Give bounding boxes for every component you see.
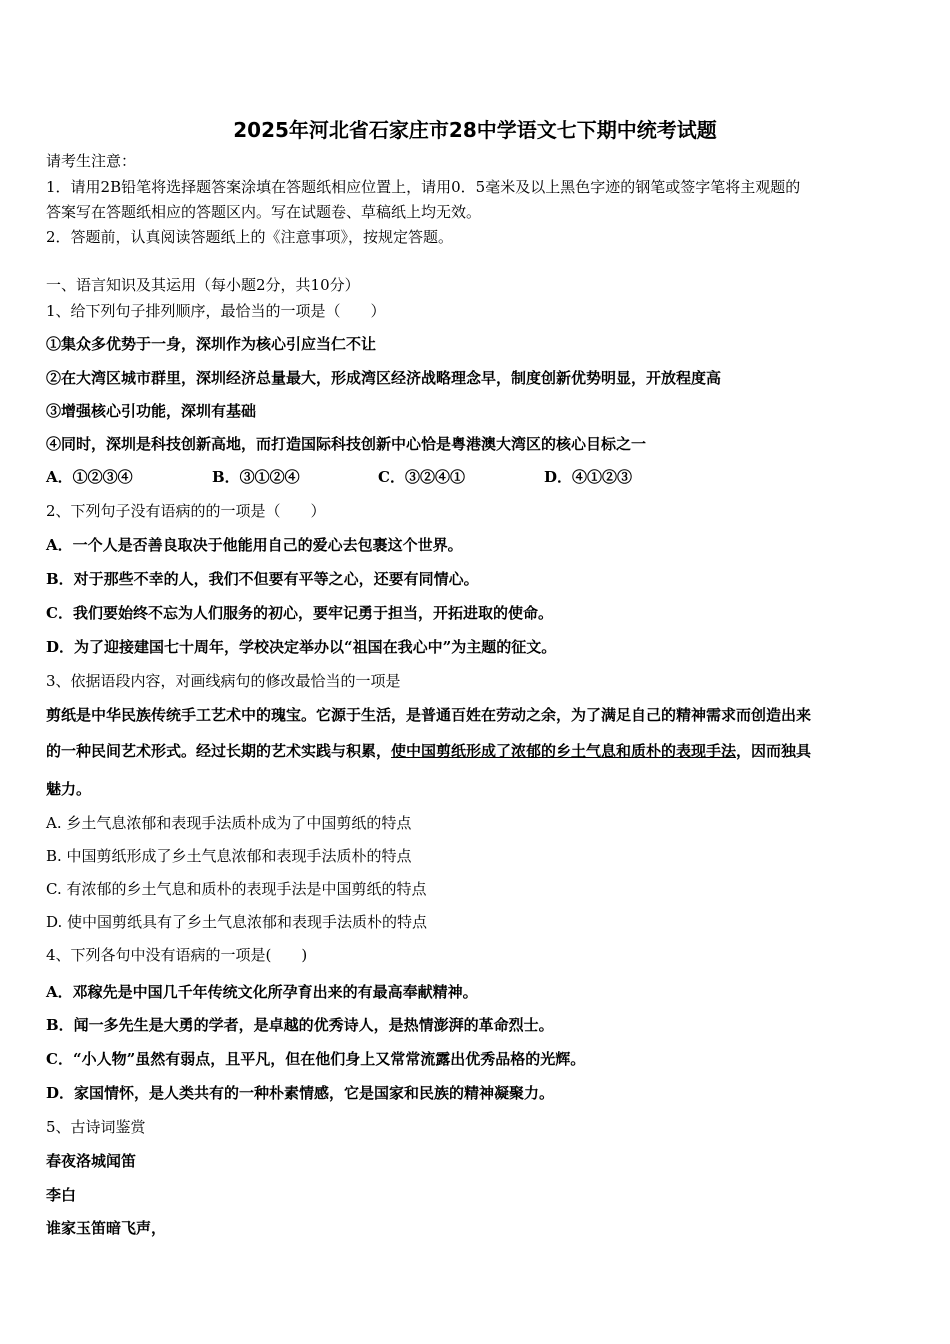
notice-item-1b: 答案写在答题纸相应的答题区内。写在试题卷、草稿纸上均无效。: [46, 203, 482, 221]
q1-sentence-3: ③增强核心引功能，深圳有基础: [46, 402, 257, 420]
q4-option-c[interactable]: C．“小人物”虽然有弱点，且平凡，但在他们身上又常常流露出优秀品格的光辉。: [46, 1050, 586, 1068]
q3-passage-line-2: [46, 741, 811, 761]
q2-stem: 2、下列句子没有语病的的一项是（ ）: [46, 502, 326, 520]
notice-heading: 请考生注意：: [46, 152, 137, 170]
notice-item-2: 2．答题前，认真阅读答题纸上的《注意事项》，按规定答题。: [46, 228, 454, 246]
poem-author: 李白: [46, 1186, 77, 1204]
page-title: 2025年河北省石家庄市28中学语文七下期中统考试题: [233, 118, 717, 142]
q4-stem: 4、下列各句中没有语病的一项是( ): [46, 946, 308, 964]
q2-option-c[interactable]: C．我们要始终不忘为人们服务的初心，要牢记勇于担当，开拓进取的使命。: [46, 604, 553, 622]
q4-option-d[interactable]: D．家国情怀，是人类共有的一种朴素情感，它是国家和民族的精神凝聚力。: [46, 1084, 555, 1102]
q1-option-d[interactable]: D．④①②③: [544, 468, 633, 486]
q1-options: [46, 467, 710, 487]
q1-sentence-2: ②在大湾区城市群里，深圳经济总量最大，形成湾区经济战略理念早，制度创新优势明显，开放程度高: [46, 369, 722, 387]
q4-option-a[interactable]: A．邓稼先是中国几千年传统文化所孕育出来的有最高奉献精神。: [46, 983, 478, 1001]
q3-option-b[interactable]: B. 中国剪纸形成了乡土气息浓郁和表现手法质朴的特点: [46, 847, 412, 865]
q3-option-d[interactable]: D. 使中国剪纸具有了乡土气息浓郁和表现手法质朴的特点: [46, 913, 428, 931]
q3-underlined-sentence: 使中国剪纸形成了浓郁的乡土气息和质朴的表现手法: [391, 742, 737, 760]
q2-option-a[interactable]: A．一个人是否善良取决于他能用自己的爱心去包裹这个世界。: [46, 536, 463, 554]
q1-option-b[interactable]: B．③①②④: [212, 468, 300, 486]
q1-stem: 1、给下列句子排列顺序，最恰当的一项是（ ）: [46, 302, 386, 320]
q3-stem: 3、依据语段内容，对画线病句的修改最恰当的一项是: [46, 672, 401, 690]
q3-passage-post: ，因而独具: [736, 742, 812, 760]
q1-sentence-1: ①集众多优势于一身，深圳作为核心引应当仁不让: [46, 335, 377, 353]
q5-stem: 5、古诗词鉴赏: [46, 1118, 146, 1136]
q3-passage-line-1: 剪纸是中华民族传统手工艺术中的瑰宝。它源于生活，是普通百姓在劳动之余，为了满足自己的精神需求而创造出来: [46, 706, 812, 724]
q3-option-c[interactable]: C. 有浓郁的乡土气息和质朴的表现手法是中国剪纸的特点: [46, 880, 427, 898]
q3-option-a[interactable]: A. 乡土气息浓郁和表现手法质朴成为了中国剪纸的特点: [46, 814, 412, 832]
q1-option-a[interactable]: A．①②③④: [46, 468, 133, 486]
q3-passage-line-3: 魅力。: [46, 780, 92, 798]
poem-title: 春夜洛城闻笛: [46, 1152, 137, 1170]
q2-option-b[interactable]: B．对于那些不幸的人，我们不但要有平等之心，还要有同情心。: [46, 570, 479, 588]
q3-passage-pre: 的一种民间艺术形式。经过长期的艺术实践与积累，: [46, 742, 392, 760]
poem-line-1: 谁家玉笛暗飞声，: [46, 1219, 167, 1237]
q4-option-b[interactable]: B．闻一多先生是大勇的学者，是卓越的优秀诗人，是热情澎湃的革命烈士。: [46, 1016, 554, 1034]
notice-item-1a: 1．请用2B铅笔将选择题答案涂填在答题纸相应位置上，请用0．5毫米及以上黑色字迹的钢笔或签字笔将主观题的: [46, 178, 801, 196]
q1-sentence-4: ④同时，深圳是科技创新高地，而打造国际科技创新中心恰是粤港澳大湾区的核心目标之一: [46, 435, 647, 453]
q2-option-d[interactable]: D．为了迎接建国七十周年，学校决定举办以“祖国在我心中”为主题的征文。: [46, 638, 557, 656]
section-heading: 一、语言知识及其运用（每小题2分，共10分）: [46, 276, 360, 294]
q1-option-c[interactable]: C．③②④①: [378, 468, 465, 486]
